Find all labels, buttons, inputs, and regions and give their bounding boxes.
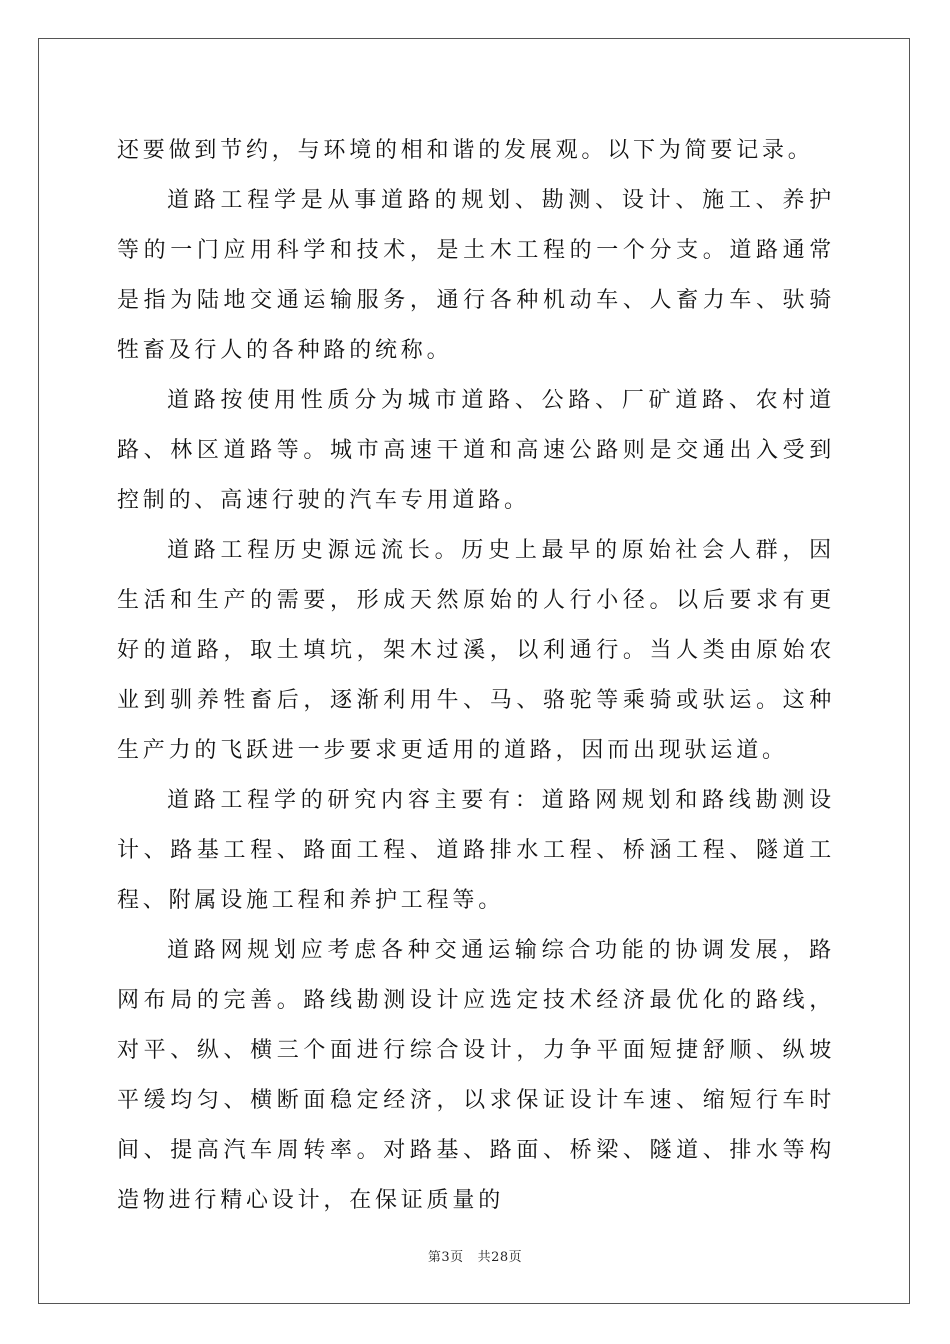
paragraph-2: 道路工程学是从事道路的规划、勘测、设计、施工、养护等的一门应用科学和技术，是土木工程的一个分支。道路通常是指为陆地交通运输服务，通行各种机动车、人畜力车、驮骑牲畜及行人的各种路的统称。 [117,188,835,363]
document-body [117,126,835,1226]
paragraph-3: 道路按使用性质分为城市道路、公路、厂矿道路、农村道路、林区道路等。城市高速干道和高速公路则是交通出入受到控制的、高速行驶的汽车专用道路。 [117,388,835,513]
paragraph-5: 道路工程学的研究内容主要有：道路网规划和路线勘测设计、路基工程、路面工程、道路排水工程、桥涵工程、隧道工程、附属设施工程和养护工程等。 [117,788,835,913]
paragraph-1: 还要做到节约，与环境的相和谐的发展观。以下为简要记录。 [117,138,814,163]
paragraph-4: 道路工程历史源远流长。历史上最早的原始社会人群，因生活和生产的需要，形成天然原始的人行小径。以后要求有更好的道路，取土填坑，架木过溪，以利通行。当人类由原始农业到驯养牲畜后，逐渐利用牛、马、骆驼等乘骑或驮运。这种生产力的飞跃进一步要求更适用的道路，因而出现驮运道。 [117,538,835,763]
paragraph-6: 道路网规划应考虑各种交通运输综合功能的协调发展，路网布局的完善。路线勘测设计应选定技术经济最优化的路线，对平、纵、横三个面进行综合设计，力争平面短捷舒顺、纵坡平缓均匀、横断面稳定经济，以求保证设计车速、缩短行车时间、提高汽车周转率。对路基、路面、桥梁、隧道、排水等构造物进行精心设计，在保证质量的 [117,938,835,1213]
page-footer [0,1246,950,1265]
current-page-number: 第3页 [427,1250,464,1265]
total-page-count: 共28页 [477,1250,523,1265]
